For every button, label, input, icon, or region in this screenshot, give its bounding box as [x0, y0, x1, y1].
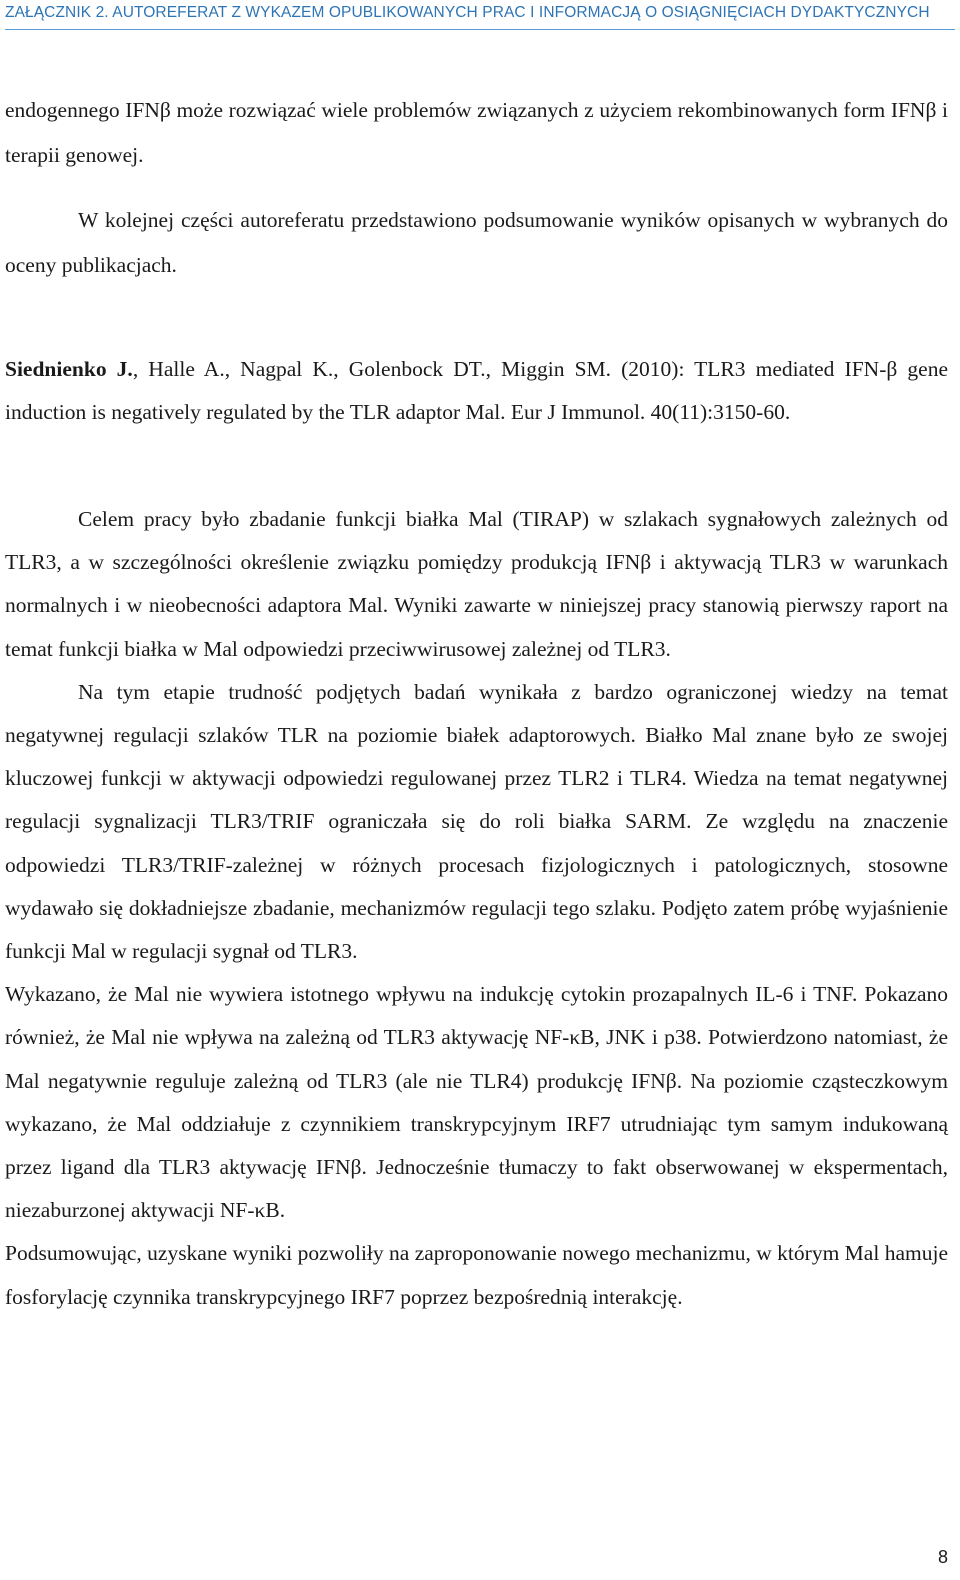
- paragraph-text: W kolejnej części autoreferatu przedstawiono podsumowanie wyników opisanych w wybranych do oceny publikacjach.: [5, 208, 948, 277]
- running-header: ZAŁĄCZNIK 2. AUTOREFERAT Z WYKAZEM OPUBLIKOWANYCH PRAC I INFORMACJĄ O OSIĄGNIĘCIACH DYDAKTYCZNYCH: [5, 0, 955, 30]
- publication-summary: [5, 498, 948, 1319]
- summary-paragraph-conclusion: Podsumowując, uzyskane wyniki pozwoliły na zaproponowanie nowego mechanizmu, w którym Mal hamuje fosforylację czynnika transkrypcyjnego IRF7 poprzez bezpośrednią interakcję.: [5, 1241, 948, 1309]
- citation-text: [5, 348, 948, 434]
- publication-citation: [5, 348, 948, 434]
- summary-paragraph-aim: Celem pracy było zbadanie funkcji białka Mal (TIRAP) w szlakach sygnałowych zależnych od TLR3, a w szczególności określenie związku pomiędzy produkcją IFNβ i aktywacją TLR3 w warunkach normalnych i w nieobecności adaptora Mal. Wyniki zawarte w niniejszej pracy stanowią pierwszy raport na temat funkcji białka w Mal odpowiedzi przeciwwirusowej zależnej od TLR3.: [5, 507, 948, 661]
- intro-paragraph-continuation: [5, 88, 948, 178]
- transition-paragraph: [5, 198, 948, 288]
- citation-rest: , Halle A., Nagpal K., Golenbock DT., Miggin SM. (2010): TLR3 mediated IFN-β gene induction is negatively regulated by the TLR adaptor Mal. Eur J Immunol. 40(11):3150-60.: [5, 357, 948, 424]
- page-number: 8: [937, 1547, 948, 1567]
- paragraph-text: endogennego IFNβ może rozwiązać wiele problemów związanych z użyciem rekombinowanych form IFNβ i terapii genowej.: [5, 98, 948, 167]
- citation-first-author: Siednienko J.: [5, 357, 133, 381]
- summary-paragraph-results: Wykazano, że Mal nie wywiera istotnego wpływu na indukcję cytokin prozapalnych IL-6 i TNF. Pokazano również, że Mal nie wpływa na zależną od TLR3 aktywację NF-κB, JNK i p38. Potwierdzono natomiast, że Mal negatywnie reguluje zależną od TLR3 (ale nie TLR4) produkcję IFNβ. Na poziomie cząsteczkowym wykazano, że Mal oddziałuje z czynnikiem transkrypcyjnym IRF7 utrudniając tym samym indukowaną przez ligand dla TLR3 aktywację IFNβ. Jednocześnie tłumaczy to fakt obserwowanej w ekspermentach, niezaburzonej aktywacji NF-κB.: [5, 982, 948, 1223]
- summary-paragraph-context: Na tym etapie trudność podjętych badań wynikała z bardzo ograniczonej wiedzy na temat negatywnej regulacji szlaków TLR na poziomie białek adaptorowych. Białko Mal znane było ze swojej kluczowej funkcji w aktywacji odpowiedzi regulowanej przez TLR2 i TLR4. Wiedza na temat negatywnej regulacji sygnalizacji TLR3/TRIF ograniczała się do roli białka SARM. Ze względu na znaczenie odpowiedzi TLR3/TRIF-zależnej w różnych procesach fizjologicznych i patologicznych, stosowne wydawało się dokładniejsze zbadanie, mechanizmów regulacji tego szlaku. Podjęto zatem próbę wyjaśnienie funkcji Mal w regulacji sygnał od TLR3.: [5, 679, 948, 964]
